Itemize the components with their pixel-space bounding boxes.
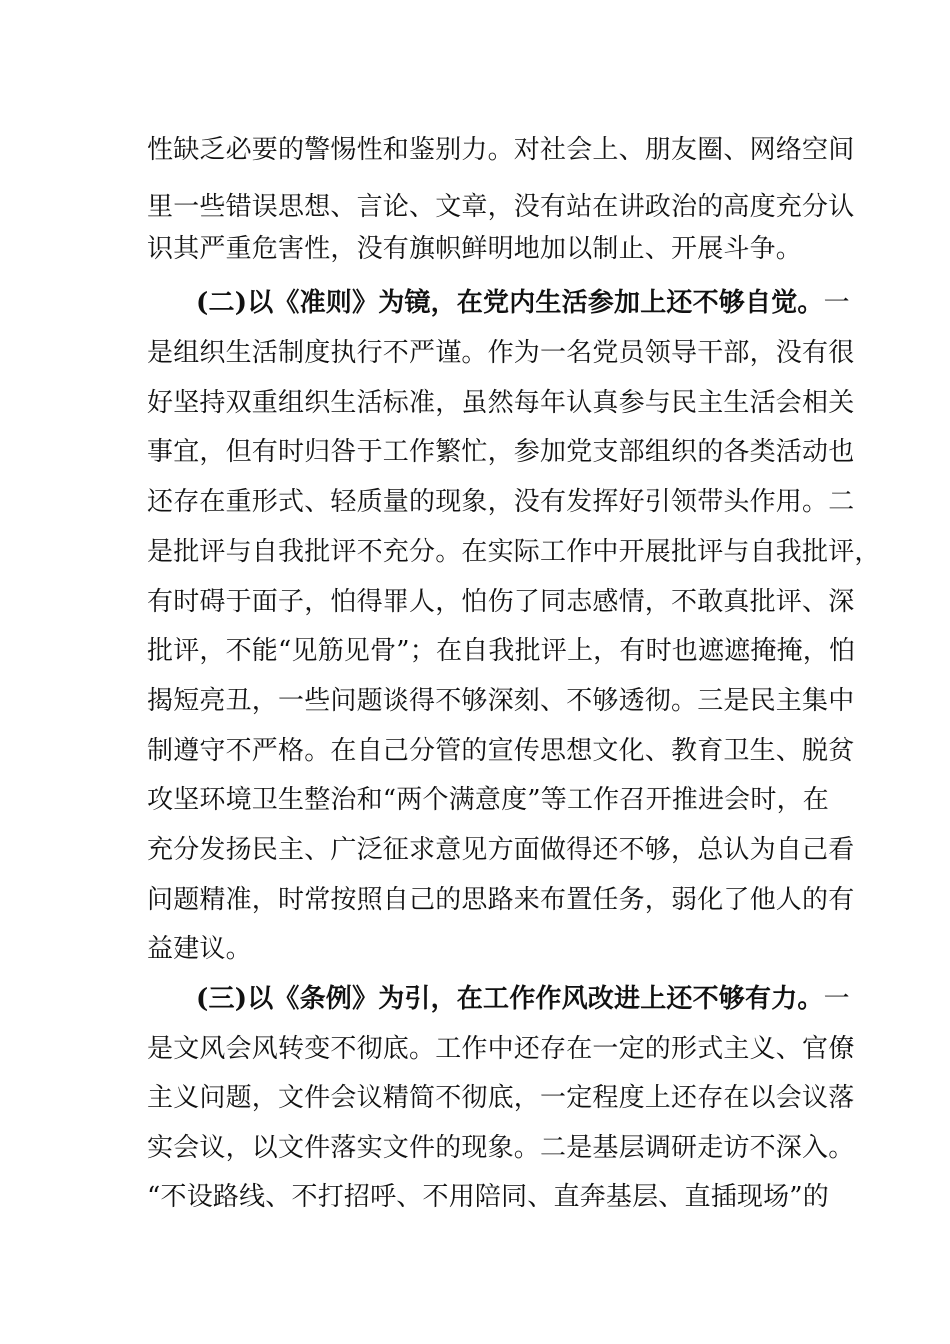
- body-text-line: 事宜，但有时归咎于工作繁忙，参加党支部组织的各类活动也: [147, 437, 855, 467]
- body-text-line: 充分发扬民主、广泛征求意见方面做得还不够，总认为自己看: [147, 835, 855, 865]
- section-heading-3: (三)以《条例》为引，在工作作风改进上还不够有力。: [196, 984, 824, 1014]
- body-text-line: 问题精准，时常按照自己的思路来布置任务，弱化了他人的有: [147, 885, 855, 915]
- body-text-line: 是组织生活制度执行不严谨。作为一名党员领导干部，没有很: [147, 338, 855, 368]
- body-text-line: 是文风会风转变不彻底。工作中还存在一定的形式主义、官僚: [147, 1034, 855, 1064]
- body-text-line: 是批评与自我批评不充分。在实际工作中开展批评与自我批评，: [147, 537, 881, 567]
- body-text-line: 好坚持双重组织生活标准，虽然每年认真参与民主生活会相关: [147, 388, 855, 418]
- section-heading-line: [196, 979, 856, 1019]
- body-text-inline: 一: [823, 984, 850, 1014]
- body-text-line: 有时碍于面子，怕得罪人，怕伤了同志感情，不敢真批评、深: [147, 587, 855, 617]
- body-text-line: 益建议。: [147, 934, 252, 964]
- body-text-line: 制遵守不严格。在自己分管的宣传思想文化、教育卫生、脱贫: [147, 736, 855, 766]
- body-text-line: 批评，不能“见筋见骨”；在自我批评上，有时也遮遮掩掩，怕: [147, 636, 856, 666]
- body-text-inline: 一: [823, 288, 850, 318]
- section-heading-line: [196, 283, 856, 323]
- body-text-line: 实会议，以文件落实文件的现象。二是基层调研走访不深入。: [147, 1133, 855, 1163]
- body-text-line: 揭短亮丑，一些问题谈得不够深刻、不够透彻。三是民主集中: [147, 686, 855, 716]
- section-heading-2: (二)以《准则》为镜，在党内生活参加上还不够自觉。: [196, 288, 824, 318]
- body-text-line: 识其严重危害性，没有旗帜鲜明地加以制止、开展斗争。: [147, 234, 803, 264]
- body-text-line: 性缺乏必要的警惕性和鉴别力。对社会上、朋友圈、网络空间: [147, 135, 855, 165]
- body-text-line: 里一些错误思想、言论、文章，没有站在讲政治的高度充分认: [147, 192, 855, 222]
- body-text-line: 还存在重形式、轻质量的现象，没有发挥好引领带头作用。二: [147, 487, 855, 517]
- body-text-line: 攻坚环境卫生整治和“两个满意度”等工作召开推进会时，在: [147, 785, 829, 815]
- body-text-line: “不设路线、不打招呼、不用陪同、直奔基层、直插现场”的: [147, 1182, 829, 1212]
- body-text-line: 主义问题，文件会议精简不彻底，一定程度上还存在以会议落: [147, 1083, 855, 1113]
